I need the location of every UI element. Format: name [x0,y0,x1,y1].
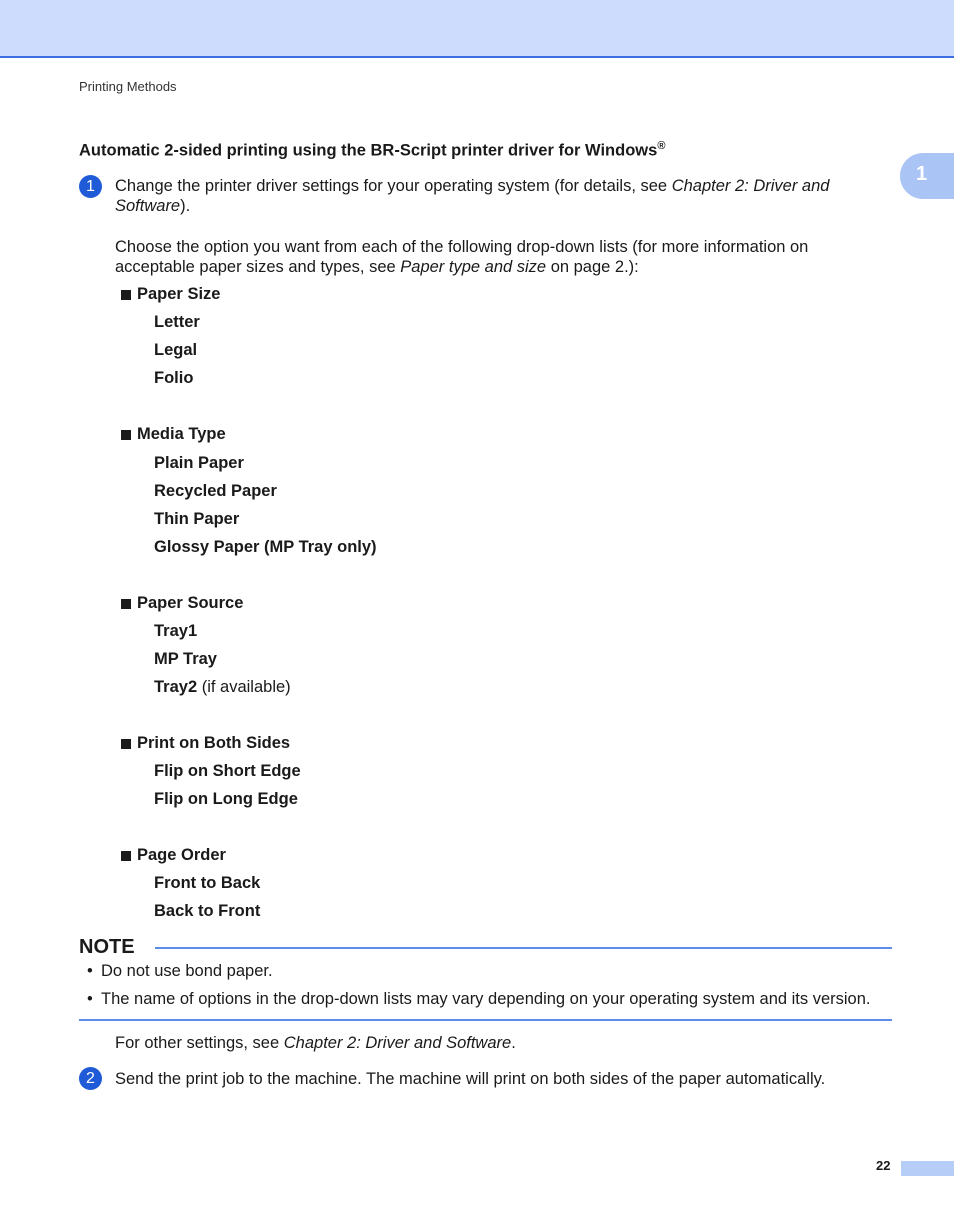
note-item: • The name of options in the drop-down lists may vary depending on your operating system and its version. [87,990,871,1008]
choose-options-text: Choose the option you want from each of the following drop-down lists (for more information on acceptable paper sizes and types, see Paper type and size on page 2.): [115,238,809,276]
other-settings-text: For other settings, see Chapter 2: Driver and Software. [115,1034,516,1052]
chapter-tab [900,153,954,199]
option-item: Folio [154,369,194,387]
option-item: Front to Back [154,874,261,892]
note-item: • Do not use bond paper. [87,962,273,980]
option-item: Legal [154,341,198,359]
option-item: Letter [154,313,200,331]
step-2-text: Send the print job to the machine. The machine will print on both sides of the paper automatically. [115,1070,826,1088]
option-item: MP Tray [154,650,217,668]
step-1-text: Change the printer driver settings for your operating system (for details, see Chapter 2: Driver and Software). [115,177,830,215]
page-number-bar [901,1161,954,1176]
header-band [0,0,954,58]
list-title-print-on-both-sides: Print on Both Sides [121,734,290,753]
list-title-paper-size: Paper Size [121,285,220,304]
option-item: Tray2 (if available) [154,678,291,696]
section-title: Automatic 2-sided printing using the BR-Script printer driver for Windows® [79,140,666,160]
option-item: Back to Front [154,902,261,920]
running-title: Printing Methods [79,79,177,94]
option-item: Recycled Paper [154,482,277,500]
option-item: Flip on Long Edge [154,790,298,808]
registered-mark: ® [657,140,666,152]
list-title-paper-source: Paper Source [121,594,243,613]
option-item: Thin Paper [154,510,240,528]
option-item: Plain Paper [154,454,244,472]
note-divider-bottom [79,1019,892,1021]
step-number-2: 2 [79,1067,102,1090]
page-number: 22 [876,1158,891,1173]
chapter-number: 1 [916,163,928,185]
note-title: NOTE [79,936,135,958]
bullet-square-icon [121,851,131,861]
option-item: Tray1 [154,622,198,640]
bullet-square-icon [121,430,131,440]
bullet-square-icon [121,599,131,609]
list-title-page-order: Page Order [121,846,226,865]
bullet-dot-icon: • [87,962,93,980]
step-number-1: 1 [79,175,102,198]
bullet-square-icon [121,739,131,749]
bullet-dot-icon: • [87,990,93,1008]
option-item: Glossy Paper (MP Tray only) [154,538,377,556]
bullet-square-icon [121,290,131,300]
option-item: Flip on Short Edge [154,762,301,780]
list-title-media-type: Media Type [121,425,226,444]
note-divider-top [155,947,892,949]
